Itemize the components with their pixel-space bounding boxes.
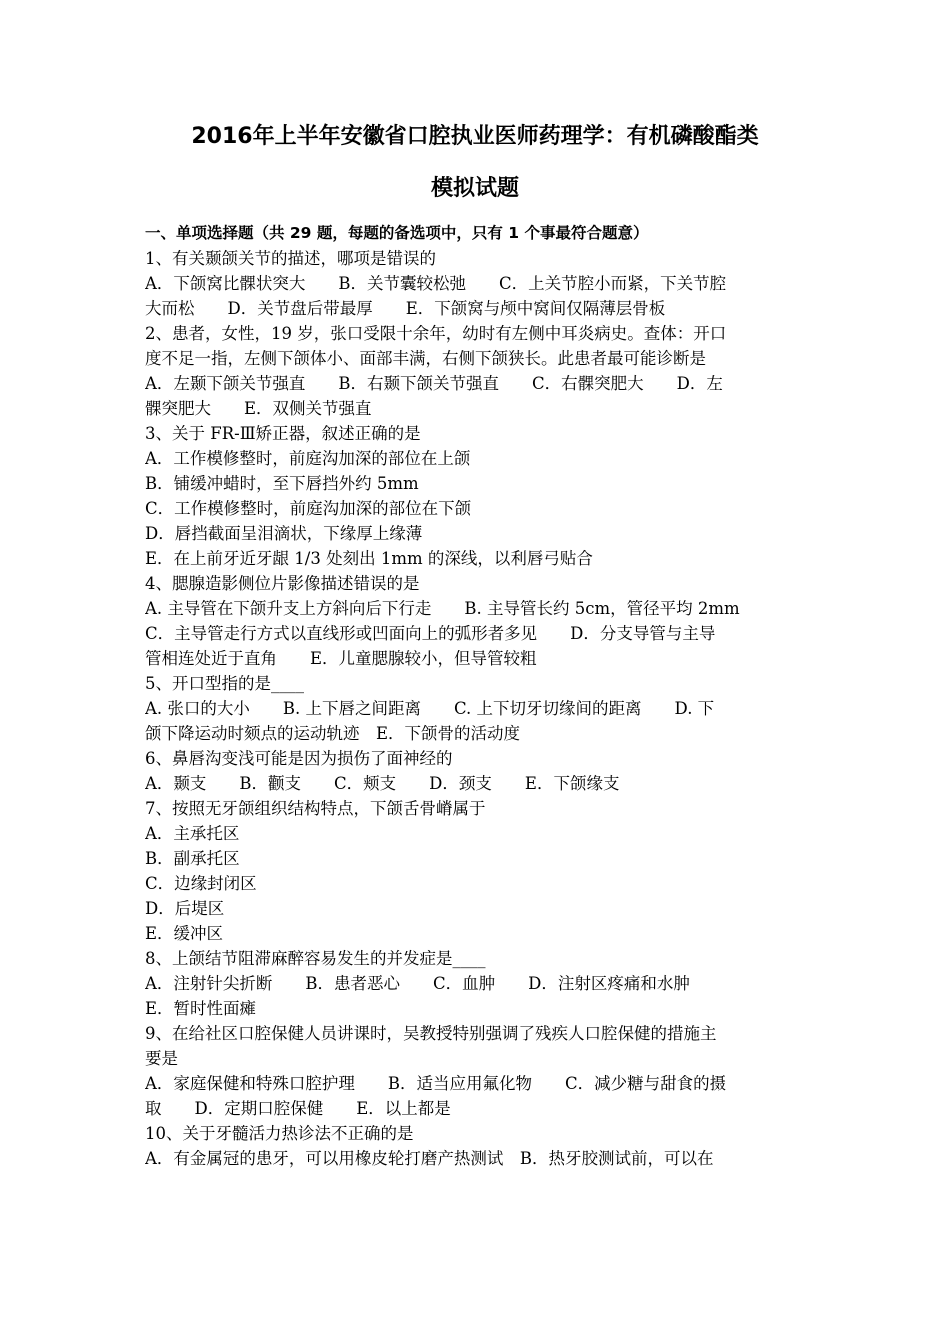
text-line: 4、腮腺造影侧位片影像描述错误的是	[145, 574, 420, 593]
text-line: 10、关于牙髓活力热诊法不正确的是	[145, 1124, 414, 1143]
text-line: A. 张口的大小 B. 上下唇之间距离 C. 上下切牙切缘间的距离 D. 下	[145, 699, 715, 718]
text-line: 髁突肥大 E．双侧关节强直	[145, 399, 372, 418]
text-line: 3、关于 FR-Ⅲ矫正器，叙述正确的是	[145, 424, 421, 443]
document-title-line-2: 模拟试题	[430, 176, 519, 201]
text-line: B．副承托区	[145, 849, 240, 868]
text-line: C．主导管走行方式以直线形或凹面向上的弧形者多见 D．分支导管与主导	[145, 624, 716, 643]
text-line: 大而松 D．关节盘后带最厚 E．下颌窝与颅中窝间仅隔薄层骨板	[145, 299, 666, 318]
text-line: A．左颞下颌关节强直 B．右颞下颌关节强直 C．右髁突肥大 D．左	[145, 374, 723, 393]
text-line: A．工作模修整时，前庭沟加深的部位在上颌	[145, 449, 471, 468]
text-line: 取 D．定期口腔保健 E．以上都是	[145, 1099, 451, 1118]
text-line: C．工作模修整时，前庭沟加深的部位在下颌	[145, 499, 472, 518]
text-line: 6、鼻唇沟变浅可能是因为损伤了面神经的	[145, 749, 453, 768]
text-line: 1、有关颞颌关节的描述，哪项是错误的	[145, 249, 436, 268]
text-line: A．有金属冠的患牙，可以用橡皮轮打磨产热测试 B．热牙胶测试前，可以在	[145, 1149, 714, 1168]
text-line: 9、在给社区口腔保健人员讲课时，吴教授特别强调了残疾人口腔保健的措施主	[145, 1024, 717, 1043]
question-lines	[145, 246, 810, 1171]
text-line: E．暂时性面瘫	[145, 999, 257, 1018]
text-line: D．唇挡截面呈泪滴状，下缘厚上缘薄	[145, 524, 423, 543]
text-line: 5、开口型指的是____	[145, 674, 304, 693]
text-line: 2、患者，女性，19 岁，张口受限十余年，幼时有左侧中耳炎病史。查体：开口	[145, 324, 727, 343]
text-line: A．下颌窝比髁状突大 B．关节囊较松弛 C．上关节腔小而紧，下关节腔	[145, 274, 727, 293]
text-line: D．后堤区	[145, 899, 225, 918]
text-line: B．铺缓冲蜡时，至下唇挡外约 5mm	[145, 474, 419, 493]
text-line: A．主承托区	[145, 824, 240, 843]
document-body	[145, 221, 810, 1171]
text-line: A．颞支 B．颧支 C．颊支 D．颈支 E．下颌缘支	[145, 774, 620, 793]
section-heading: 一、单项选择题（共 29 题，每题的备选项中，只有 1 个事最符合题意）	[145, 224, 649, 242]
text-line: C．边缘封闭区	[145, 874, 257, 893]
text-line: E．缓冲区	[145, 924, 224, 943]
document-title-line-1: 2016年上半年安徽省口腔执业医师药理学：有机磷酸酯类	[191, 124, 759, 149]
text-line: 度不足一指，左侧下颌体小、面部丰满，右侧下颌狭长。此患者最可能诊断是	[145, 349, 706, 368]
text-line: 8、上颌结节阻滞麻醉容易发生的并发症是____	[145, 949, 486, 968]
text-line: 管相连处近于直角 E．儿童腮腺较小，但导管较粗	[145, 649, 537, 668]
text-line: A．注射针尖折断 B．患者恶心 C．血肿 D．注射区疼痛和水肿	[145, 974, 690, 993]
text-line: A．家庭保健和特殊口腔护理 B．适当应用氟化物 C．减少糖与甜食的摄	[145, 1074, 727, 1093]
text-line: 颌下降运动时颏点的运动轨迹 E．下颌骨的活动度	[145, 724, 521, 743]
text-line: 7、按照无牙颌组织结构特点，下颌舌骨嵴属于	[145, 799, 486, 818]
text-line: A. 主导管在下颌升支上方斜向后下行走 B. 主导管长约 5cm，管径平均 2mm	[145, 599, 740, 618]
text-line: E．在上前牙近牙龈 1/3 处刻出 1mm 的深线，以利唇弓贴合	[145, 549, 593, 568]
text-line: 要是	[145, 1049, 178, 1068]
